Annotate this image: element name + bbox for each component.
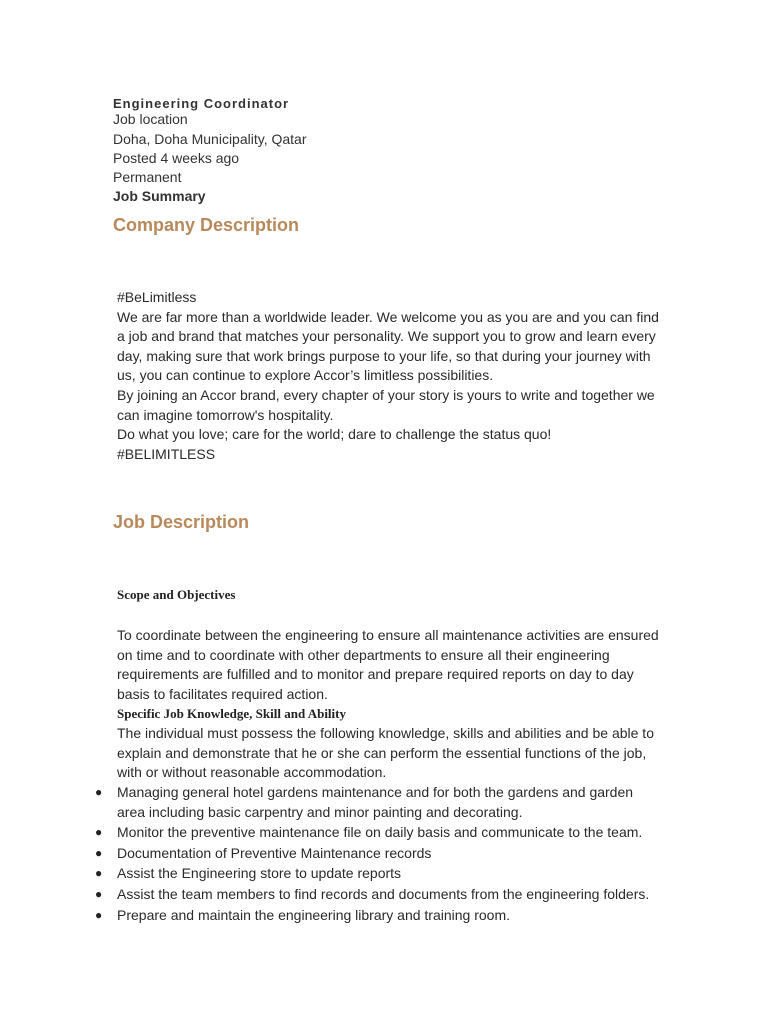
bullet-icon: ● (95, 825, 103, 840)
job-description-heading: Job Description (113, 512, 250, 532)
job-title: Engineering Coordinator (113, 96, 290, 111)
list-item (92, 783, 662, 822)
company-paragraph: #BeLimitless (117, 289, 197, 305)
job-location-label: Job location (113, 111, 188, 127)
company-paragraph: We are far more than a worldwide leader. We welcome you as you are and you can find a job and brand that matches your personality. We support you to grow and learn every day, making sure that work brings purpose to your life, so that during your journey with us, you can continue to explore Accor’s limitless possibilities. (117, 308, 659, 384)
posted-date: Posted 4 weeks ago (113, 150, 240, 166)
company-description-body (117, 288, 662, 464)
list-item-text: Monitor the preventive maintenance file on daily basis and communicate to the team. (117, 824, 643, 841)
scope-objectives-heading: Scope and Objectives (117, 587, 236, 602)
list-item (92, 844, 662, 864)
company-paragraph: #BELIMITLESS (117, 445, 216, 462)
employment-type: Permanent (113, 169, 182, 185)
list-item (92, 823, 662, 843)
list-item (92, 864, 662, 884)
company-paragraph: By joining an Accor brand, every chapter of your story is yours to write and together we can imagine tomorrow's hospitality. (117, 386, 655, 423)
scope-objectives-text (117, 626, 662, 704)
bullet-icon: ● (95, 866, 103, 881)
scope-paragraph: To coordinate between the engineering to ensure all maintenance activities are ensured on time and to coordinate with other departments to ensure all their engineering requirements are fulfilled and to monitor and prepare required reports on day to day basis to facilitates required action. (117, 627, 659, 702)
list-item-text: Assist the team members to find records and documents from the engineering folders. (117, 885, 650, 902)
list-item-text: Assist the Engineering store to update reports (117, 865, 402, 882)
company-description-heading: Company Description (113, 215, 300, 235)
list-item-text: Prepare and maintain the engineering library and training room. (117, 906, 511, 923)
list-item (92, 906, 662, 926)
job-summary-label: Job Summary (113, 188, 206, 204)
bullet-icon: ● (95, 845, 103, 860)
list-item-text: Managing general hotel gardens maintenance and for both the gardens and garden area including basic carpentry and minor painting and decorating. (117, 784, 634, 820)
skills-paragraph: The individual must possess the following knowledge, skills and abilities and be able to explain and demonstrate that he or she can perform the essential functions of the job, with or without reasonable accommodation. (117, 725, 654, 781)
skills-text (117, 724, 662, 783)
bullet-icon: ● (95, 907, 103, 922)
company-paragraph: Do what you love; care for the world; dare to challenge the status quo! (117, 426, 552, 443)
skills-heading: Specific Job Knowledge, Skill and Ability (117, 706, 346, 721)
bullet-icon: ● (95, 785, 103, 799)
list-item-text: Documentation of Preventive Maintenance records (117, 844, 432, 861)
bullet-icon: ● (95, 886, 103, 901)
responsibilities-list (92, 783, 662, 926)
job-location-value: Doha, Doha Municipality, Qatar (113, 131, 307, 147)
list-item (92, 885, 662, 905)
